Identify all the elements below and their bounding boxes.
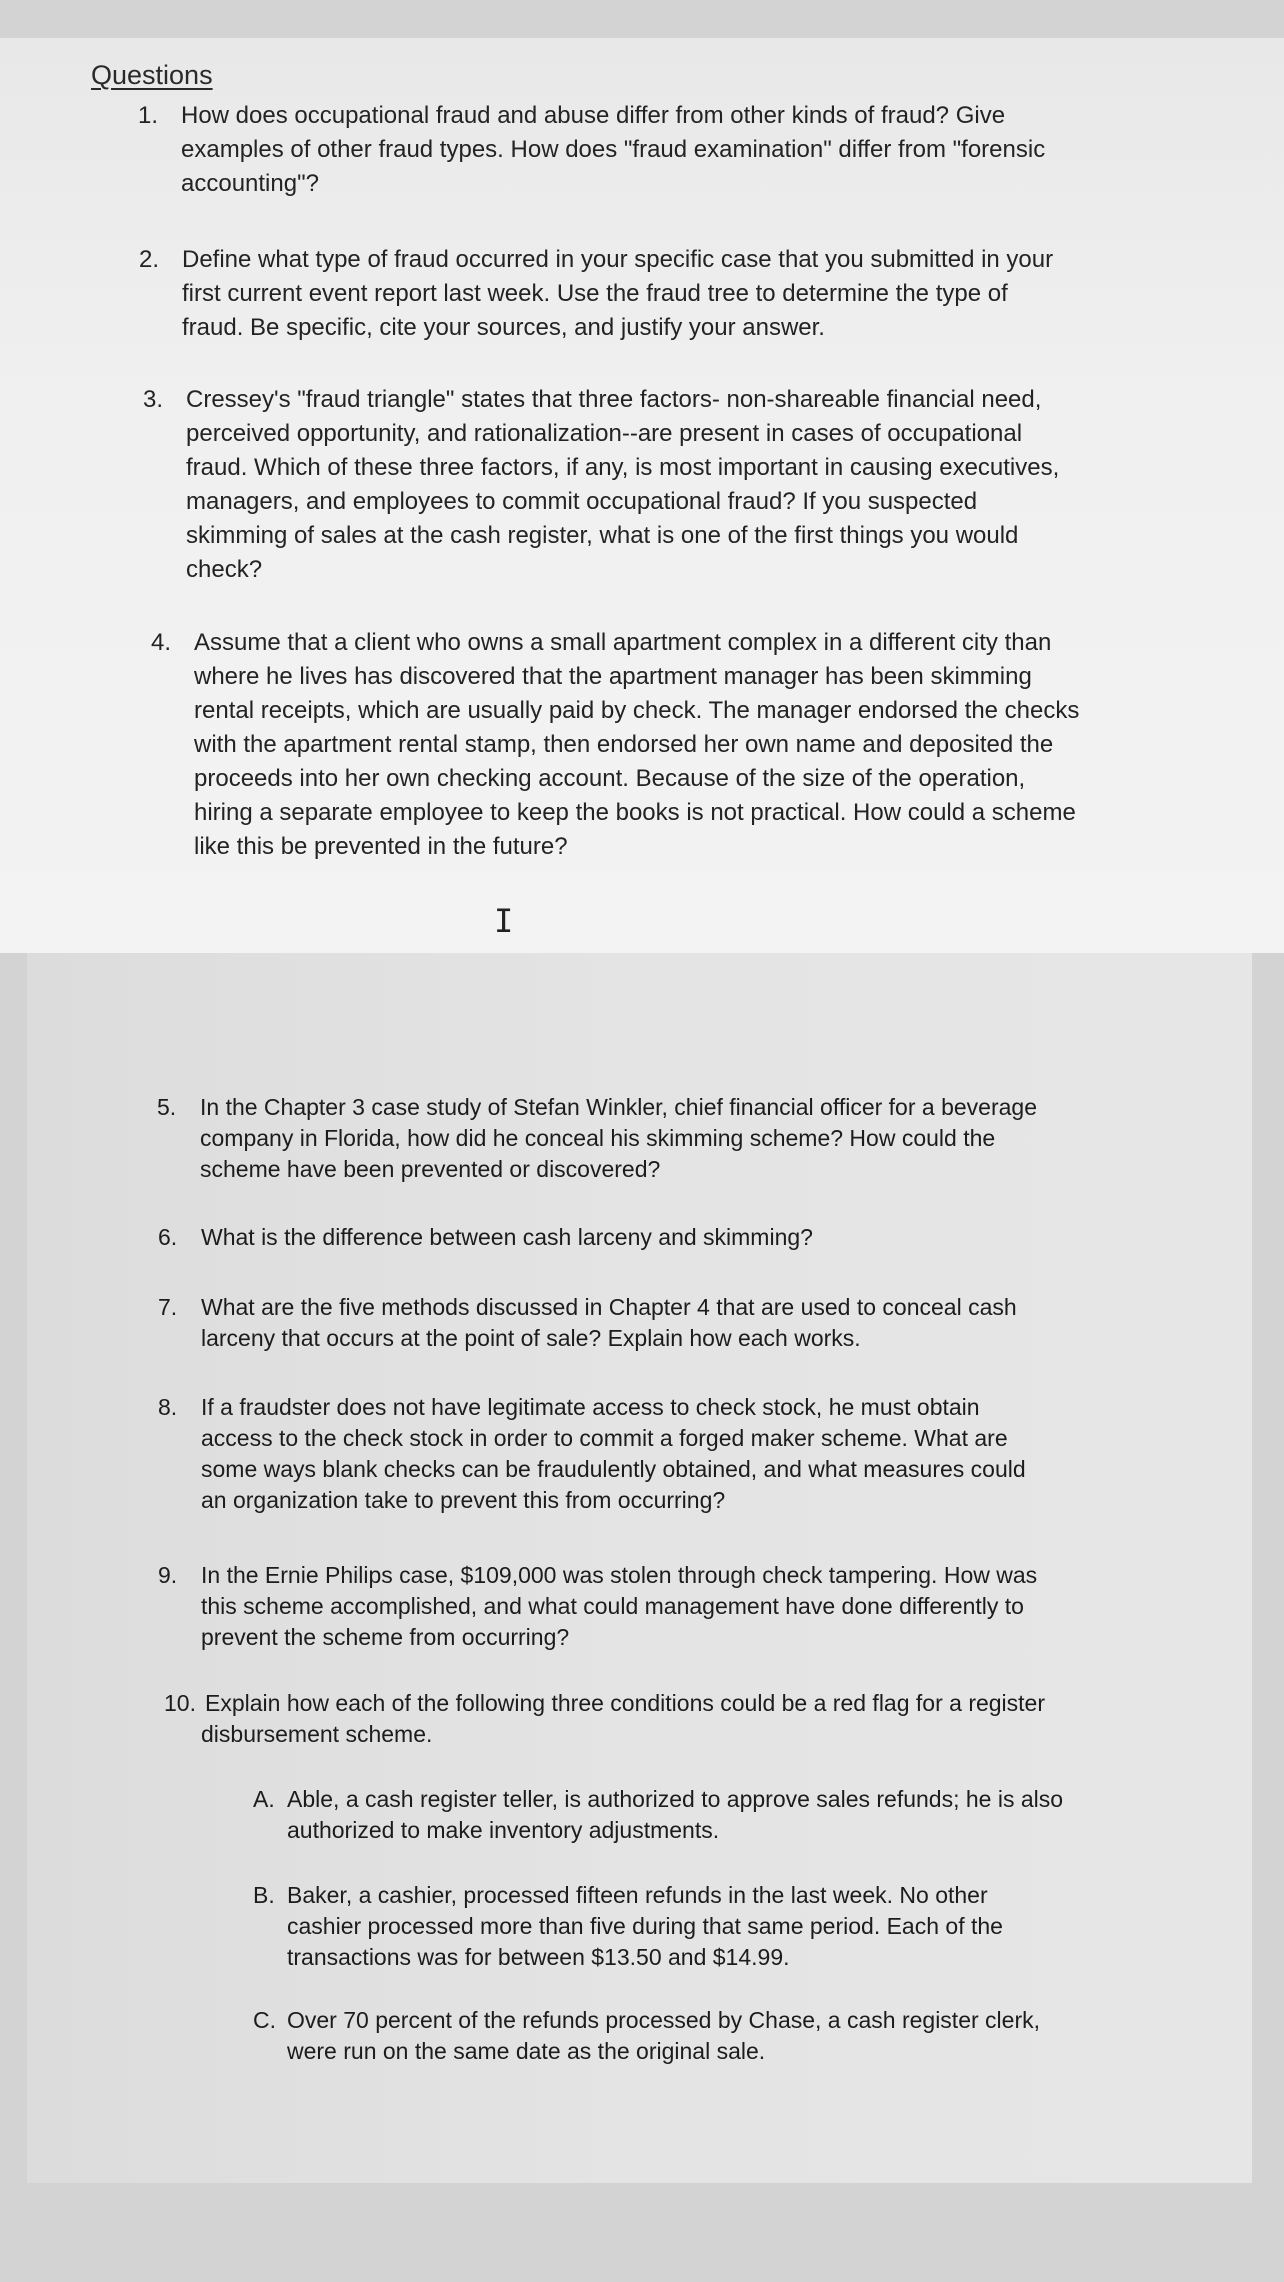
question-number: 5. xyxy=(157,1094,177,1120)
question-line: scheme have been prevented or discovered? xyxy=(200,1156,661,1182)
question-line: Assume that a client who owns a small apartment complex in a different city than xyxy=(194,629,1052,656)
question-line: rental receipts, which are usually paid by check. The manager endorsed the checks xyxy=(194,697,1080,724)
question-line: larceny that occurs at the point of sale? Explain how each works. xyxy=(201,1325,861,1351)
question-line: Explain how each of the following three conditions could be a red flag for a register xyxy=(205,1690,1046,1716)
question-number: 8. xyxy=(158,1394,178,1420)
question-number: 3. xyxy=(143,386,164,413)
sub-item-letter: C. xyxy=(253,2007,276,2033)
question-number: 7. xyxy=(158,1294,178,1320)
question-line: check? xyxy=(186,556,263,583)
question-line: What is the difference between cash larceny and skimming? xyxy=(201,1224,813,1250)
question-line: perceived opportunity, and rationalization--are present in cases of occupational xyxy=(186,420,1023,447)
question-line: company in Florida, how did he conceal his skimming scheme? How could the xyxy=(200,1125,996,1151)
question-line: fraud. Be specific, cite your sources, and justify your answer. xyxy=(182,314,825,341)
questions-heading: Questions xyxy=(91,60,213,90)
question-line: managers, and employees to commit occupational fraud? If you suspected xyxy=(186,488,978,515)
question-line: examples of other fraud types. How does "fraud examination" differ from "forensic xyxy=(181,136,1046,163)
question-line: In the Ernie Philips case, $109,000 was stolen through check tampering. How was xyxy=(201,1562,1038,1588)
question-line: Cressey's "fraud triangle" states that three factors- non-shareable financial need, xyxy=(186,386,1042,413)
question-line: this scheme accomplished, and what could management have done differently to xyxy=(201,1593,1024,1619)
question-line: like this be prevented in the future? xyxy=(194,833,568,860)
question-number: 1. xyxy=(138,102,159,129)
question-line: access to the check stock in order to commit a forged maker scheme. What are xyxy=(201,1425,1008,1451)
question-line: In the Chapter 3 case study of Stefan Winkler, chief financial officer for a beverage xyxy=(200,1094,1037,1120)
question-line: fraud. Which of these three factors, if any, is most important in causing executives, xyxy=(186,454,1060,481)
sub-item-line: authorized to make inventory adjustments. xyxy=(287,1817,720,1843)
question-line: prevent the scheme from occurring? xyxy=(201,1624,570,1650)
question-line: What are the five methods discussed in Chapter 4 that are used to conceal cash xyxy=(201,1294,1017,1320)
question-line: where he lives has discovered that the apartment manager has been skimming xyxy=(194,663,1032,690)
sub-item-line: cashier processed more than five during that same period. Each of the xyxy=(287,1913,1003,1939)
sub-item-line: transactions was for between $13.50 and $14.99. xyxy=(287,1944,790,1970)
sub-item-line: were run on the same date as the original sale. xyxy=(287,2038,766,2064)
sub-item-line: Able, a cash register teller, is authorized to approve sales refunds; he is also xyxy=(287,1786,1064,1812)
question-line: an organization take to prevent this from occurring? xyxy=(201,1487,726,1513)
question-number: 10. xyxy=(164,1690,196,1716)
question-number: 9. xyxy=(158,1562,178,1588)
sub-item-letter: B. xyxy=(253,1882,275,1908)
question-line: first current event report last week. Use the fraud tree to determine the type of xyxy=(182,280,1008,307)
sub-item-line: Baker, a cashier, processed fifteen refunds in the last week. No other xyxy=(287,1882,988,1908)
question-line: If a fraudster does not have legitimate access to check stock, he must obtain xyxy=(201,1394,980,1420)
sub-item-letter: A. xyxy=(253,1786,275,1812)
question-line: disbursement scheme. xyxy=(201,1721,433,1747)
question-line: skimming of sales at the cash register, what is one of the first things you would xyxy=(186,522,1019,549)
question-number: 2. xyxy=(139,246,160,273)
question-line: proceeds into her own checking account. Because of the size of the operation, xyxy=(194,765,1026,792)
question-line: hiring a separate employee to keep the books is not practical. How could a scheme xyxy=(194,799,1076,826)
question-line: How does occupational fraud and abuse differ from other kinds of fraud? Give xyxy=(181,102,1006,129)
question-number: 6. xyxy=(158,1224,178,1250)
question-line: Define what type of fraud occurred in your specific case that you submitted in your xyxy=(182,246,1054,273)
question-number: 4. xyxy=(151,629,172,656)
sub-item-line: Over 70 percent of the refunds processed by Chase, a cash register clerk, xyxy=(287,2007,1040,2033)
question-line: with the apartment rental stamp, then endorsed her own name and deposited the xyxy=(194,731,1054,758)
question-line: some ways blank checks can be fraudulently obtained, and what measures could xyxy=(201,1456,1026,1482)
text-cursor-icon: I xyxy=(494,902,514,940)
question-line: accounting"? xyxy=(181,170,319,197)
